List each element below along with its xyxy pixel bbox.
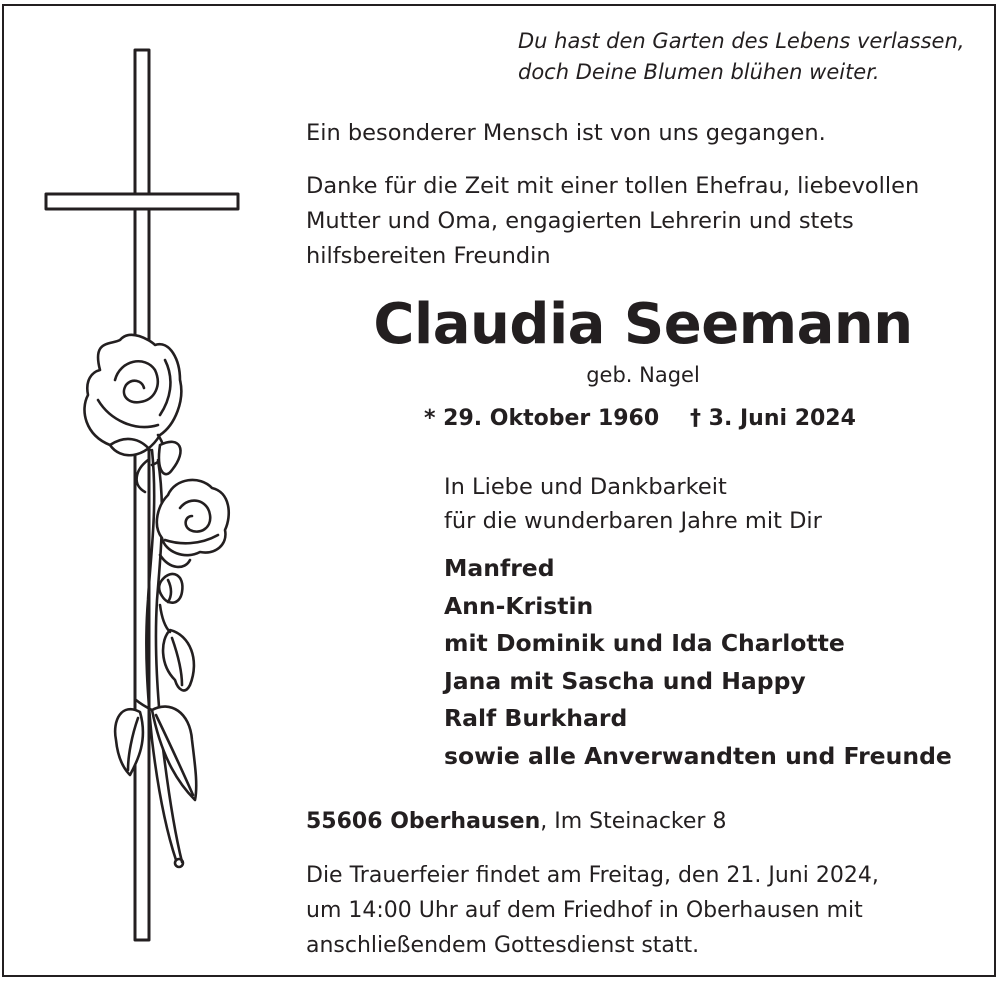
thanks-line: Mutter und Oma, engagierten Lehrerin und stets: [306, 208, 854, 234]
intro-line: Ein besonderer Mensch ist von uns gegangen.: [306, 120, 826, 146]
mourner-entry: Manfred: [444, 554, 555, 582]
funeral-line: anschließendem Gottesdienst statt.: [306, 933, 700, 958]
deceased-name: Claudia Seemann: [373, 292, 913, 357]
quote-line: Du hast den Garten des Lebens verlassen,: [518, 29, 965, 53]
epigraph-quote: [518, 26, 964, 88]
thanks-line: hilfsbereiten Freundin: [306, 243, 551, 269]
address-street: , Im Steinacker 8: [540, 809, 727, 834]
thanks-line: Danke für die Zeit mit einer tollen Ehefrau, liebevollen: [306, 173, 920, 199]
mourner-entry: Ralf Burkhard: [444, 704, 628, 733]
mourners-list: [444, 550, 952, 776]
quote-line: doch Deine Blumen blühen weiter.: [518, 60, 880, 84]
mourner-entry: Ann-Kristin: [444, 591, 594, 620]
funeral-line: Die Trauerfeier findet am Freitag, den 21. Juni 2024,: [306, 863, 879, 888]
cross-with-roses-icon: [40, 40, 250, 950]
birth-name: geb. Nagel: [586, 363, 700, 387]
mourner-entry: sowie alle Anverwandten und Freunde: [444, 741, 952, 770]
thanks-paragraph: [306, 169, 919, 274]
address: [306, 805, 726, 839]
dedication: [444, 470, 822, 538]
dedication-line: In Liebe und Dankbarkeit: [444, 474, 727, 500]
mourner-entry: Jana mit Sascha und Happy: [444, 666, 806, 695]
address-city: 55606 Oberhausen: [306, 809, 541, 834]
death-date: † 3. Juni 2024: [690, 406, 856, 431]
dedication-line: für die wunderbaren Jahre mit Dir: [444, 508, 822, 534]
funeral-line: um 14:00 Uhr auf dem Friedhof in Oberhausen mit: [306, 898, 863, 923]
mourner-entry: mit Dominik und Ida Charlotte: [444, 629, 845, 658]
funeral-info: [306, 858, 879, 963]
birth-date: * 29. Oktober 1960: [424, 406, 660, 431]
